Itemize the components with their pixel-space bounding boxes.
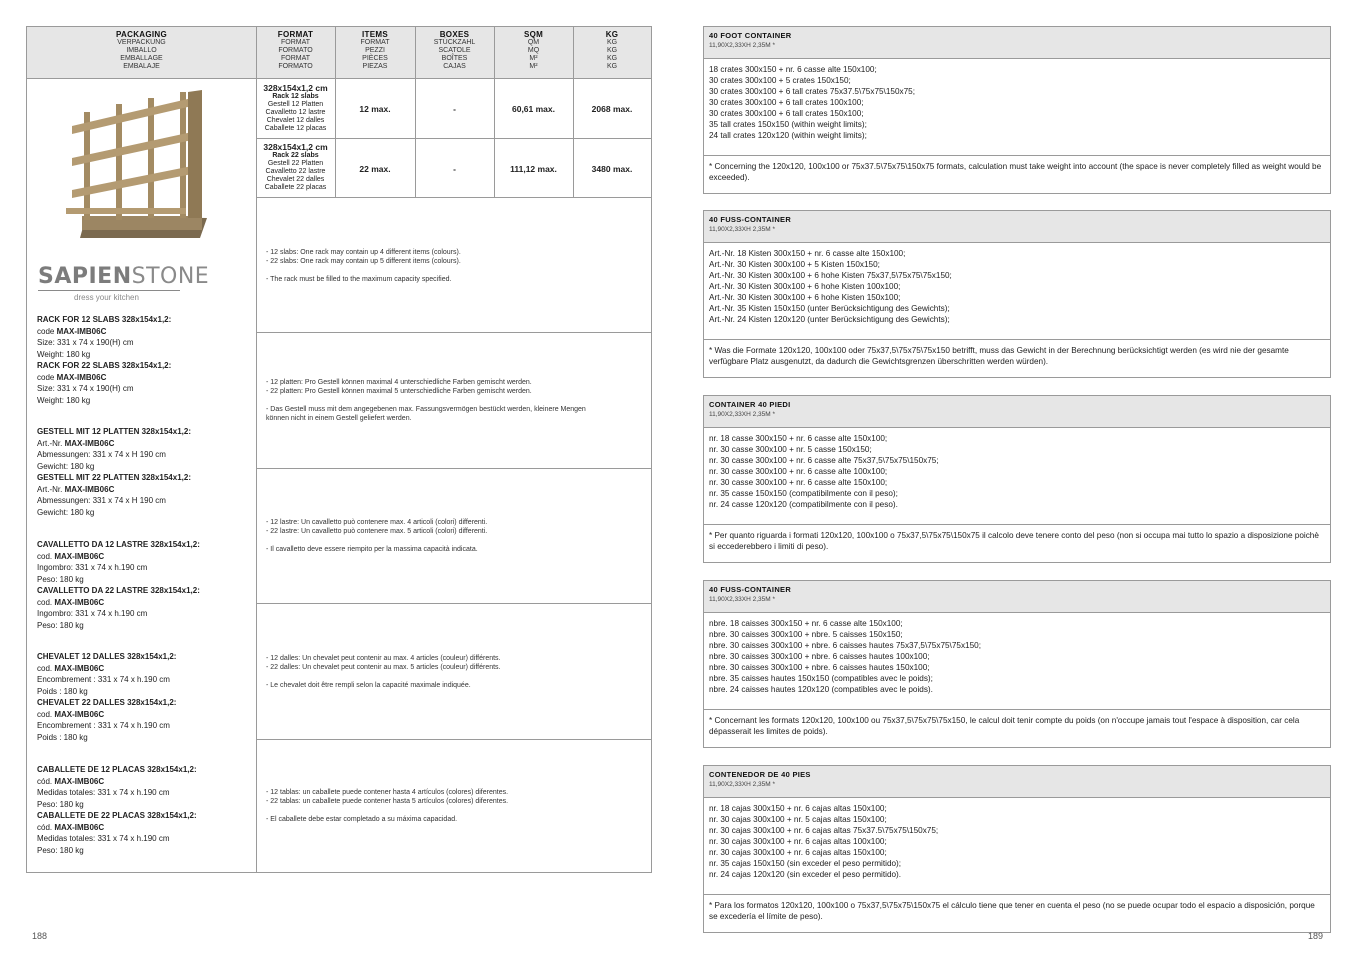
- items-cell: 12 max.: [359, 104, 391, 114]
- row-divider: [256, 138, 651, 139]
- sqm-cell: 111,12 max.: [510, 164, 557, 174]
- container-block-italian: CONTAINER 40 PIEDI 11,90X2,33XH 2,35M * nr. 18 casse 300x150 + nr. 6 casse alte 150x100; nr. 30 casse 300x100 + nr. 5 casse 150x150; nr. 30 casse 300x100 + nr. 6 casse alte 75x37,5\75x75\150x75; nr. 30 casse 300x100 + nr. 6 casse alte 100x100; nr. 30 casse 300x100 + nr. 6 casse alte 150x100; nr. 35 casse 150x150 (compatibilmente con il peso); nr. 24 casse 120x120 (compatibilmente con il peso). * Per quanto riguarda i formati 120x120, 100x100 o 75x37,5\75x75\150x75 il calcolo deve tenere conto del peso (non si occupa mai tutto lo spazio a disposizione poichè si eccederebbero i limiti di peso).: [703, 395, 1331, 563]
- footnote: * Para los formatos 120x120, 100x100 o 75x37,5\75x75\150x75 el cálculo tiene que tener en cuenta el peso (no se puede ocupar todo el espacio a disposición, porque se excedería el límite de peso).: [709, 901, 1315, 921]
- page-number-right: 189: [1308, 931, 1324, 941]
- format-cell: 328x154x1,2 cm Rack 22 slabs Gestell 22 Platten Cavalletto 22 lastre Chevalet 22 dalles Caballete 22 placas: [263, 142, 328, 191]
- sapienstone-logo: SAPIENSTONE dress your kitchen: [38, 264, 210, 302]
- footnote: * Per quanto riguarda i formati 120x120, 100x100 o 75x37,5\75x75\150x75 il calcolo deve tenere conto del peso (non si occupa mai tutto lo spazio a disposizione poichè si eccederebbero i limiti di peso).: [709, 531, 1319, 551]
- description-italian: CAVALLETTO DA 12 LASTRE 328x154x1,2: cod. MAX-IMB06C Ingombro: 331 x 74 x h.190 cm Peso: 180 kg CAVALLETTO DA 22 LASTRE 328x154x1,2: cod. MAX-IMB06C Ingombro: 331 x 74 x h.190 cm Peso: 180 kg: [37, 540, 200, 630]
- kg-cell: 2068 max.: [591, 104, 633, 114]
- header-packaging: PACKAGING VERPACKUNG IMBALLO EMBALLAGE EMBALAJE: [27, 27, 256, 79]
- description-spanish: CABALLETE DE 12 PLACAS 328x154x1,2: cód. MAX-IMB06C Medidas totales: 331 x 74 x h.190 cm Peso: 180 kg CABALLETE DE 22 PLACAS 328x154x1,2: cód. MAX-IMB06C Medidas totales: 331 x 74 x h.190 cm Peso: 180 kg: [37, 765, 197, 855]
- items-cell: 22 max.: [359, 164, 391, 174]
- boxes-cell: -: [453, 104, 456, 114]
- notes-french: - 12 dalles: Un chevalet peut contenir au max. 4 articles (couleur) différents. - 22 dalles: Un chevalet peut contenir au max. 5 articles (couleur) différents. - Le chevalet doit être rempli selon la capacité maximale indiquée.: [266, 655, 501, 689]
- notes-italian: - 12 lastre: Un cavalletto può contenere max. 4 articoli (colori) differenti. - 22 lastre: Un cavalletto può contenere max. 5 articoli (colori) differenti. - Il cavalletto deve essere riempito per la massima capacità indicata.: [266, 519, 488, 553]
- row-divider: [256, 332, 651, 333]
- row-divider: [256, 603, 651, 604]
- description-german: GESTELL MIT 12 PLATTEN 328x154x1,2: Art.-Nr. MAX-IMB06C Abmessungen: 331 x 74 x H 190 cm Gewicht: 180 kg GESTELL MIT 22 PLATTEN 328x154x1,2: Art.-Nr. MAX-IMB06C Abmessungen: 331 x 74 x H 190 cm Gewicht: 180 kg: [37, 427, 191, 517]
- header-sqm: SQM QM MQ M² M²: [494, 27, 573, 79]
- notes-english: - 12 slabs: One rack may contain up 4 different items (colours). - 22 slabs: One rack may contain up 5 different items (colours). - The rack must be filled to the maximum capacity specified.: [266, 249, 461, 283]
- format-cell: 328x154x1,2 cm Rack 12 slabs Gestell 12 Platten Cavalletto 12 lastre Chevalet 12 dalles Caballete 12 placas: [263, 83, 328, 132]
- row-divider: [256, 197, 651, 198]
- header-boxes: BOXES STÜCKZAHL SCATOLE BOÎTES CAJAS: [415, 27, 494, 79]
- row-divider: [256, 739, 651, 740]
- page-number-left: 188: [32, 931, 48, 941]
- container-block-spanish: CONTENEDOR DE 40 PIES 11,90X2,33XH 2,35M * nr. 18 cajas 300x150 + nr. 6 cajas altas 150x100; nr. 30 cajas 300x100 + nr. 5 cajas altas 150x100; nr. 30 cajas 300x100 + nr. 6 cajas altas 75x37.5\75x75\150x75; nr. 30 cajas 300x100 + nr. 6 cajas altas 100x100; nr. 30 cajas 300x100 + nr. 6 cajas altas 150x100; nr. 35 cajas 150x150 (sin exceder el peso permitido); nr. 24 cajas 120x120 (sin exceder el peso permitido). * Para los formatos 120x120, 100x100 o 75x37,5\75x75\150x75 el cálculo tiene que tener en cuenta el peso (no se puede ocupar todo el espacio a disposición, porque se excedería el límite de peso).: [703, 765, 1331, 933]
- header-format: FORMAT FORMAT FORMATO FORMAT FORMATO: [256, 27, 335, 79]
- header-items: ITEMS FORMAT PEZZI PIÈCES PIEZAS: [335, 27, 415, 79]
- notes-german: - 12 platten: Pro Gestell können maximal 4 unterschiedliche Farben gemischt werden. - 22 platten: Pro Gestell können maximal 5 unterschiedliche Farben gemischt werden. - Das Gestell muss mit dem angegebenen max. Fassungsvermögen bestückt werden, kleinere Mengen können nicht in einem Gestell geliefert werden.: [266, 379, 586, 422]
- description-english: RACK FOR 12 SLABS 328x154x1,2: code MAX-IMB06C Size: 331 x 74 x 190(H) cm Weight: 180 kg RACK FOR 22 SLABS 328x154x1,2: code MAX-IMB06C Size: 331 x 74 x 190(H) cm Weight: 180 kg: [37, 315, 172, 405]
- footnote: * Concerning the 120x120, 100x100 or 75x37.5\75x75\150x75 formats, calculation must take weight into account (the space is never completely filled as weight would be exceeded).: [709, 162, 1322, 182]
- footnote: * Concernant les formats 120x120, 100x100 ou 75x37,5\75x75\75x150, le calcul doit tenir compte du poids (on n'occupe jamais tout l'espace à disposition, car cela dépasserait les limites de poids).: [709, 716, 1300, 736]
- footnote: * Was die Formate 120x120, 100x100 oder 75x37,5\75x75\75x150 betrifft, muss das Gewicht in der Berechnung berücksichtigt werden (es wird nie der gesamte verfügbare Platz ausgenutzt, da dadurch die Gewichtsgrenzen überschritten werden würden).: [709, 346, 1289, 366]
- boxes-cell: -: [453, 164, 456, 174]
- header-kg: KG KG KG KG KG: [573, 27, 651, 79]
- sqm-cell: 60,61 max.: [511, 104, 555, 114]
- notes-spanish: - 12 tablas: un caballete puede contener hasta 4 artículos (colores) diferentes. - 22 tablas: un caballete puede contener hasta 5 artículos (colores) diferentes. - El caballete debe estar completado a su máxima capacidad.: [266, 789, 509, 823]
- wooden-rack-image: [62, 88, 212, 240]
- row-divider: [256, 468, 651, 469]
- description-french: CHEVALET 12 DALLES 328x154x1,2: cod. MAX-IMB06C Encombrement : 331 x 74 x h.190 cm Poids : 180 kg CHEVALET 22 DALLES 328x154x1,2: cod. MAX-IMB06C Encombrement : 331 x 74 x h.190 cm Poids : 180 kg: [37, 652, 177, 742]
- kg-cell: 3480 max.: [591, 164, 633, 174]
- container-block-english: 40 FOOT CONTAINER 11,90X2,33XH 2,35M * 18 crates 300x150 + nr. 6 casse alte 150x100; 30 crates 300x100 + 5 crates 150x150; 30 crates 300x100 + 6 tall crates 75x37.5\75x75\150x75; 30 crates 300x100 + 6 tall crates 100x100; 30 crates 300x100 + 6 tall crates 150x100; 35 tall crates 150x150 (within weight limits); 24 tall crates 120x120 (within weight limits); * Concerning the 120x120, 100x100 or 75x37.5\75x75\150x75 formats, calculation must take weight into account (the space is never completely filled as weight would be exceeded).: [703, 26, 1331, 194]
- container-block-german: 40 FUSS-CONTAINER 11,90X2,33XH 2,35M * Art.-Nr. 18 Kisten 300x150 + nr. 6 casse alte 150x100; Art.-Nr. 30 Kisten 300x100 + 5 Kisten 150x150; Art.-Nr. 30 Kisten 300x100 + 6 hohe Kisten 75x37,5\75x75\75x150; Art.-Nr. 30 Kisten 300x100 + 6 hohe Kisten 100x100; Art.-Nr. 30 Kisten 300x100 + 6 hohe Kisten 150x100; Art.-Nr. 35 Kisten 150x150 (unter Berücksichtigung des Gewichts); Art.-Nr. 24 Kisten 120x120 (unter Berücksichtigung des Gewichts); * Was die Formate 120x120, 100x100 oder 75x37,5\75x75\75x150 betrifft, muss das Gewicht in der Berechnung berücksichtigt werden (es wird nie der gesamte verfügbare Platz ausgenutzt, da dadurch die Gewichtsgrenzen überschritten werden würden).: [703, 210, 1331, 378]
- container-block-french: 40 FUSS-CONTAINER 11,90X2,33XH 2,35M * nbre. 18 caisses 300x150 + nr. 6 casse alte 150x100; nbre. 30 caisses 300x100 + nbre. 5 caisses 150x150; nbre. 30 caisses 300x100 + nbre. 6 caisses hautes 75x37,5\75x75\75x150; nbre. 30 caisses 300x100 + nbre. 6 caisses hautes 100x100; nbre. 30 caisses 300x100 + nbre. 6 caisses hautes 150x100; nbre. 35 caisses hautes 150x150 (compatibles avec le poids); nbre. 24 caisses hautes 120x120 (compatibles avec le poids). * Concernant les formats 120x120, 100x100 ou 75x37,5\75x75\75x150, le calcul doit tenir compte du poids (on n'occupe jamais tout l'espace à disposition, car cela dépasserait les limites de poids).: [703, 580, 1331, 748]
